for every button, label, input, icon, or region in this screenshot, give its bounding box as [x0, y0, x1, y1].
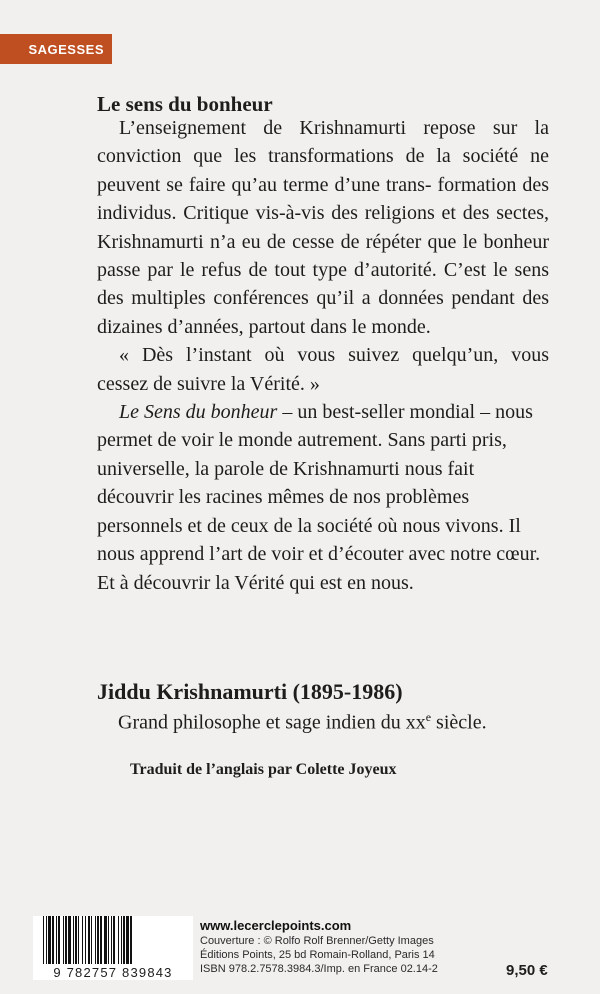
blurb-line: conviction que les transformations de la société	[97, 145, 519, 168]
blurb-line: – un best-seller mondial –	[277, 401, 491, 424]
collection-label	[0, 34, 112, 64]
blurb-paragraph-3	[97, 398, 549, 597]
barcode-bar	[85, 916, 86, 964]
blurb-line: nous fait découvrir les racines mêmes de nos	[97, 457, 475, 509]
price: 9,50 €	[506, 962, 548, 979]
blurb-line: cessez de suivre la Vérité. »	[97, 372, 320, 395]
blurb-line: religions et des sectes, Krishnamurti n’a eu de	[97, 202, 550, 253]
isbn-barcode	[33, 916, 193, 980]
barcode-bar	[73, 916, 74, 964]
author-heading: Jiddu Krishnamurti (1895-1986)	[97, 679, 403, 704]
blurb-line: nous permet de voir le monde autrement. Sans	[97, 401, 533, 452]
barcode-bar	[58, 916, 60, 964]
blurb-line: L’enseignement de Krishnamurti repose sur la	[119, 117, 549, 139]
barcode-bar	[91, 916, 92, 964]
author-description	[118, 710, 487, 735]
blurb-quote	[97, 341, 549, 398]
barcode-bar	[78, 916, 79, 964]
barcode-bar	[100, 916, 102, 964]
barcode-bar	[108, 916, 109, 964]
blurb-line: conférences qu’il a données pendant des dizaines	[97, 287, 549, 338]
barcode-bar	[111, 916, 112, 964]
blurb-line: « Dès l’instant où vous suivez quelqu’un, vous	[119, 344, 549, 367]
barcode-bar	[126, 916, 129, 964]
blurb-paragraph-1	[97, 114, 549, 341]
blurb-line: ne peuvent se faire qu’au terme d’une trans-	[97, 145, 549, 196]
blurb-line: de tout type d’autorité. C’est le sens des multiples	[97, 259, 550, 310]
barcode-bar	[88, 916, 90, 964]
publisher-website[interactable]: www.lecerclepoints.com	[200, 918, 352, 933]
book-title-italic: Le Sens du bonheur	[119, 401, 278, 424]
barcode-bar	[113, 916, 115, 964]
blurb-line: Vérité qui est en nous.	[234, 571, 414, 594]
barcode-bars	[33, 916, 193, 966]
blurb-line: où nous vivons. Il nous apprend l’art de voir	[97, 514, 521, 566]
barcode-digits: 9 782757 839843	[33, 965, 193, 980]
blurb-line: et d’écouter avec notre cœur. Et à découvrir la	[97, 543, 541, 594]
barcode-bar	[46, 916, 47, 964]
barcode-bar	[43, 916, 44, 964]
barcode-bar	[48, 916, 51, 964]
author-desc-text: Grand philosophe et sage indien du xx	[118, 711, 426, 734]
barcode-bar	[65, 916, 67, 964]
barcode-bar	[82, 916, 83, 964]
barcode-bar	[123, 916, 125, 964]
barcode-bar	[130, 916, 132, 964]
blurb-line: parti pris, universelle, la parole de Krishnamurti	[97, 429, 507, 480]
book-title: Le sens du bonheur	[97, 92, 273, 116]
blurb-line: cesse de répéter que le bonheur passe par le refus	[97, 230, 549, 282]
barcode-bar	[95, 916, 96, 964]
barcode-bar	[118, 916, 119, 964]
translator-credit: Traduit de l’anglais par Colette Joyeux	[130, 761, 397, 778]
publisher-address: Éditions Points, 25 bd Romain-Rolland, Paris 14	[200, 949, 435, 961]
blurb	[97, 114, 549, 597]
barcode-bar	[68, 916, 71, 964]
barcode-bar	[56, 916, 57, 964]
blurb-line: d’années, partout dans le monde.	[167, 315, 431, 338]
collection-label-text: SAGESSES	[28, 41, 104, 57]
blurb-line: formation des individus. Critique vis-à-vis des	[97, 173, 549, 225]
isbn-line: ISBN 978.2.7578.3984.3/Imp. en France 02.14-2	[200, 963, 438, 975]
barcode-bar	[52, 916, 54, 964]
barcode-bar	[121, 916, 122, 964]
barcode-bar	[63, 916, 64, 964]
barcode-bar	[75, 916, 77, 964]
cover-credit: Couverture : © Rolfo Rolf Brenner/Getty Images	[200, 935, 434, 947]
publisher-info	[200, 917, 438, 976]
barcode-bar	[104, 916, 107, 964]
author-desc-superscript: e	[425, 710, 432, 724]
blurb-line: problèmes personnels et de ceux de la société	[97, 486, 470, 537]
barcode-bar	[97, 916, 99, 964]
author-desc-text-end: siècle.	[431, 711, 487, 734]
